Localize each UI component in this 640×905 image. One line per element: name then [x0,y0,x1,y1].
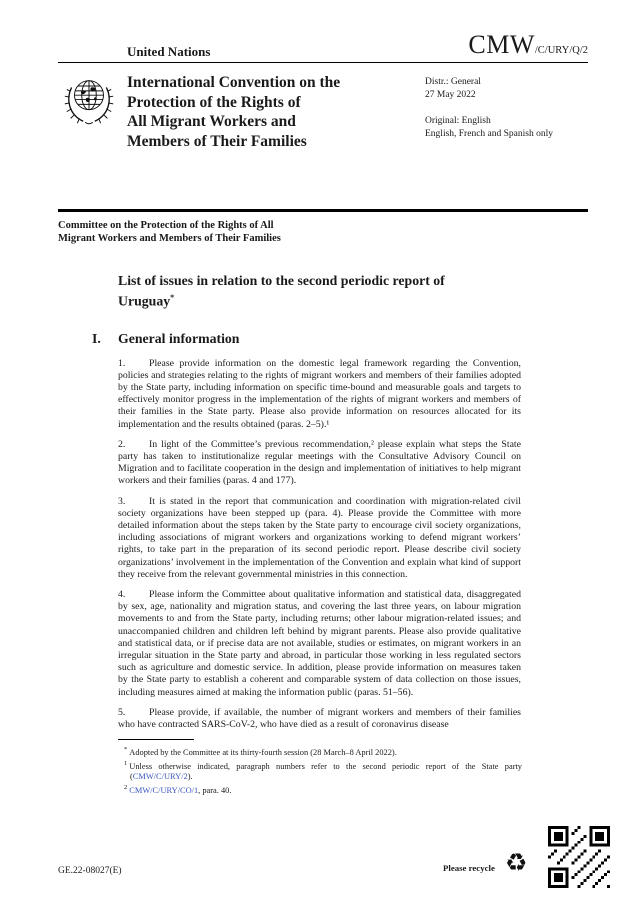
document-link[interactable]: CMW/C/URY/2 [132,772,188,782]
convention-title-line: Protection of the Rights of [127,93,301,111]
section-title: General information [118,330,240,346]
qr-code [548,826,610,888]
document-link[interactable]: CMW/C/URY/CO/1 [129,786,199,796]
footnote-1: $^1$ Unless otherwise indicated, paragraph numbers refer to the second periodic report of the State party (CMW/C/URY/2). [124,759,522,782]
ge-number: GE.22-08027(E) [58,866,122,876]
paragraph-4: 4. Please inform the Committee about qualitative information and statistical data, disaggregated by sex, age, nationality and migration status, and covering the last three years, on labour migration movements to and from the State party, including returns; other labour migration-related issues; and unaccompanied children and children left behind by migrant parents. Please also provide qualitative and statistical data, or if precise data are not available, studies or estimates, on migrant workers in an irregular situation in the State party and abroad, in particular those working in less regulated sectors such as agriculture and domestic service. In addition, please provide information on measures taken by the State party to establish a coherent and comparable system of data collection on those issues, including measures aimed at making the information public (paras. 51–56). [118,589,521,698]
convention-title [127,69,437,151]
footnote-2: $^2$ CMW/C/URY/CO/1, para. 40. [124,784,232,796]
distr-label: Distr.: General [425,77,481,87]
footnotes [118,745,522,797]
document-symbol [468,30,588,60]
footnote-separator [118,739,194,740]
header-top-row [58,0,588,60]
distribution-block [425,76,595,140]
document-symbol-main: CMW [468,30,535,59]
paragraph-number: 3. [118,495,126,507]
paragraph-2: 2. In light of the Committee’s previous recommendation,² please explain what steps the State party has taken to institutionalize regular meetings with the Consultative Advisory Council on Migration and to facilitate cooperation in the design and implementation of initiatives to help migrant workers and their families (paras. 4 and 177). [118,438,521,487]
document-title-line: Uruguay* [118,293,175,309]
footnote-asterisk: * Adopted by the Committee at its thirty-fourth session (28 March–8 April 2022). [124,746,397,758]
paragraph-number: 5. [118,706,126,718]
masthead [58,69,588,181]
section-divider-bar [58,209,588,212]
document-title-line: List of issues in relation to the second periodic report of [118,273,445,288]
paragraph-5: 5. Please provide, if available, the number of migrant workers and members of their families who have contracted SARS-CoV-2, who have died as a result of coronavirus disease [118,706,521,731]
section-heading [92,331,588,347]
convention-title-line: International Convention on the [127,74,341,91]
body-text [118,358,521,732]
original-language: Original: English [425,116,491,126]
committee-line: Committee on the Protection of the Rights of All [58,220,274,231]
convention-title-line: Members of Their Families [127,132,307,150]
paragraph-number: 1. [118,357,126,369]
org-name: United Nations [127,44,211,59]
paragraph-number: 4. [118,589,126,601]
convention-title-line: All Migrant Workers and [127,113,296,130]
document-title [118,272,588,310]
committee-heading [58,219,588,245]
section-numeral: I. [92,330,101,346]
title-footnote-ref: * [170,293,175,302]
committee-line: Migrant Workers and Members of Their Families [58,233,281,244]
header-rule [58,62,588,63]
recycle-icon: ♻ [505,848,528,877]
available-languages: English, French and Spanish only [425,128,553,139]
recycle-label: Please recycle [443,863,495,873]
un-emblem-icon [60,72,118,130]
paragraph-number: 2. [118,438,126,450]
document-symbol-suffix: /C/URY/Q/2 [534,45,588,56]
paragraph-3: 3. It is stated in the report that communication and coordination with migration-related civil society organizations have been stepped up (para. 4). Please provide the Committee with more detailed information about the steps taken by the State party to encourage civil society organizations, including associations of migrant workers and organizations working to defend migrant workers’ rights, to take part in the preparation of its second periodic report. Please describe civil society organizations’ involvement in the implementation of the Convention and explain what kind of support they receive from the relevant governmental ministries in this connection. [118,495,521,580]
paragraph-1: 1. Please provide information on the domestic legal framework regarding the Convention, policies and strategies relating to the rights of migrant workers and members of their families adopted by the State party, including information on specific time-bound and measurable goals and targets to effectively monitor progress in the implementation of the rights of migrant workers and members of their families in the State party. Please also provide information on resources allocated for its implementation and the results obtained (paras. 2–5).¹ [118,357,521,430]
distr-date: 27 May 2022 [425,89,476,100]
